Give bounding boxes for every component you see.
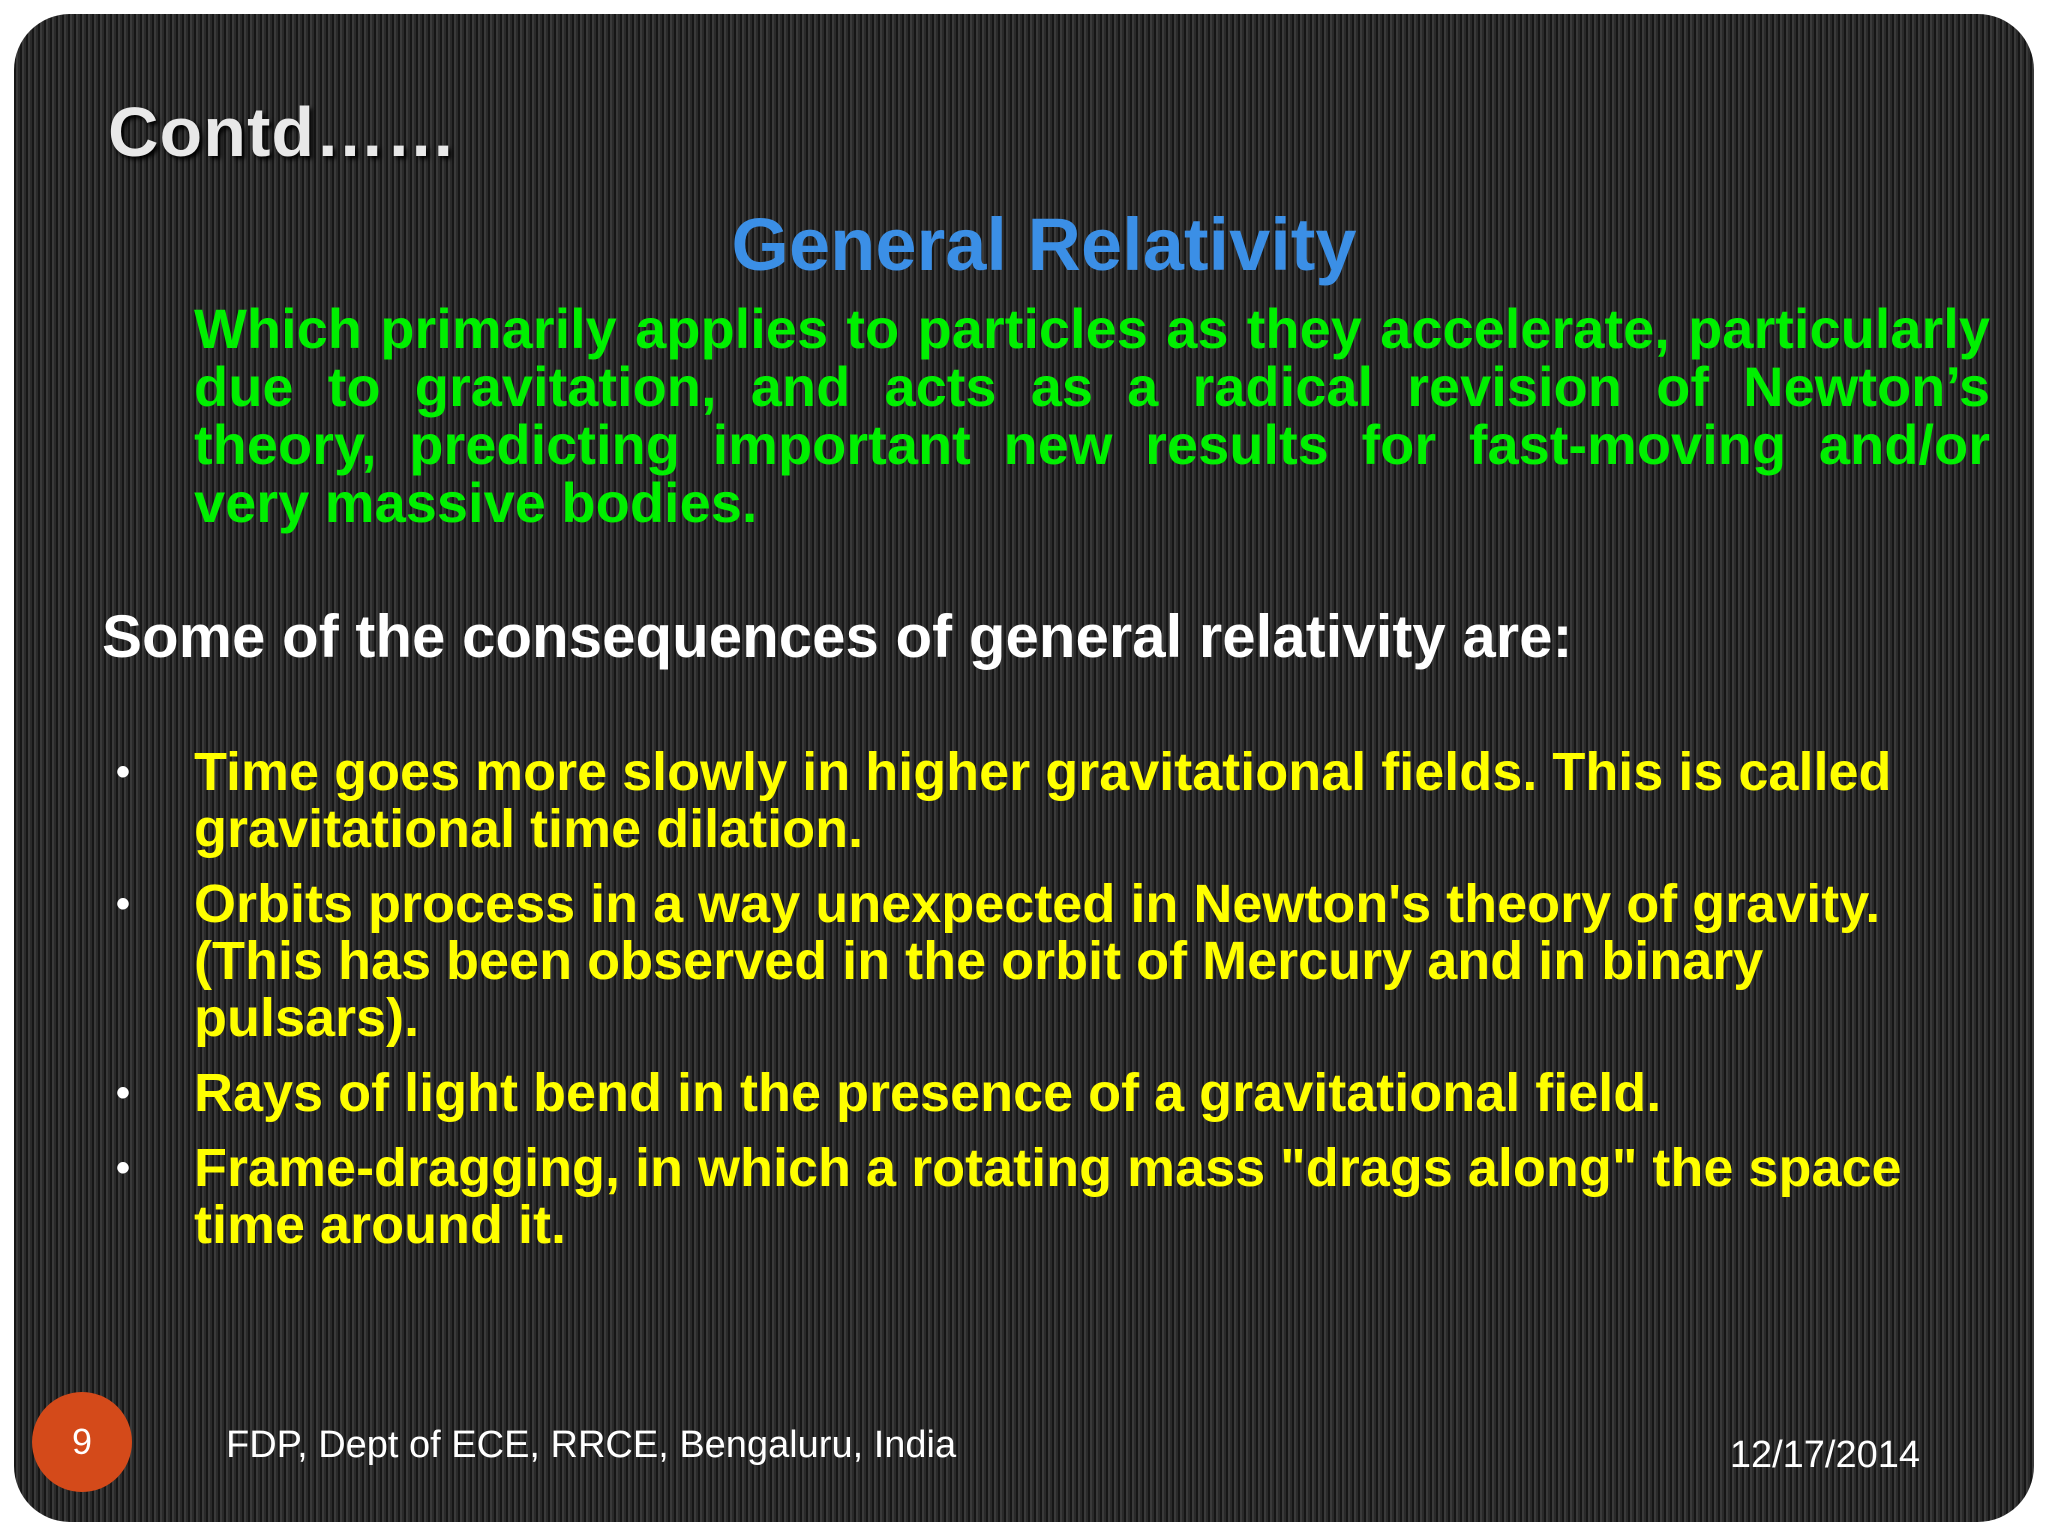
list-item <box>102 744 2002 858</box>
list-item-text: Orbits process in a way unexpected in Newton's theory of gravity. (This has been observed in the orbit of Mercury and in binary pulsars). <box>194 874 1881 1048</box>
list-item <box>102 876 2002 1047</box>
consequences-heading: Some of the consequences of general relativity are: <box>102 603 1573 670</box>
bullet-icon: • <box>116 1146 131 1190</box>
bullet-icon: • <box>116 1071 131 1115</box>
list-item-text: Rays of light bend in the presence of a gravitational field. <box>194 1063 1662 1123</box>
list-item-text: Frame-dragging, in which a rotating mass "drags along" the space time around it. <box>194 1138 1902 1255</box>
list-item-text: Time goes more slowly in higher gravitational fields. This is called gravitational time dilation. <box>194 742 1892 859</box>
slide-subtitle: General Relativity <box>731 203 1357 286</box>
consequences-list <box>102 744 2002 1272</box>
intro-paragraph: Which primarily applies to particles as they accelerate, particularly due to gravitation, and acts as a radical revision of Newton’s theory, predicting important new results for fast-moving and/or very massive bodies. <box>194 297 1990 534</box>
slide <box>14 14 2034 1522</box>
footer-organization: FDP, Dept of ECE, RRCE, Bengaluru, India <box>226 1424 957 1466</box>
slide-heading: Contd…… <box>108 93 458 171</box>
footer-date: 12/17/2014 <box>1729 1434 1920 1476</box>
bullet-icon: • <box>116 750 131 794</box>
list-item <box>102 1065 2002 1122</box>
list-item <box>102 1140 2002 1254</box>
page-number-badge: 9 <box>32 1392 132 1492</box>
bullet-icon: • <box>116 882 131 926</box>
